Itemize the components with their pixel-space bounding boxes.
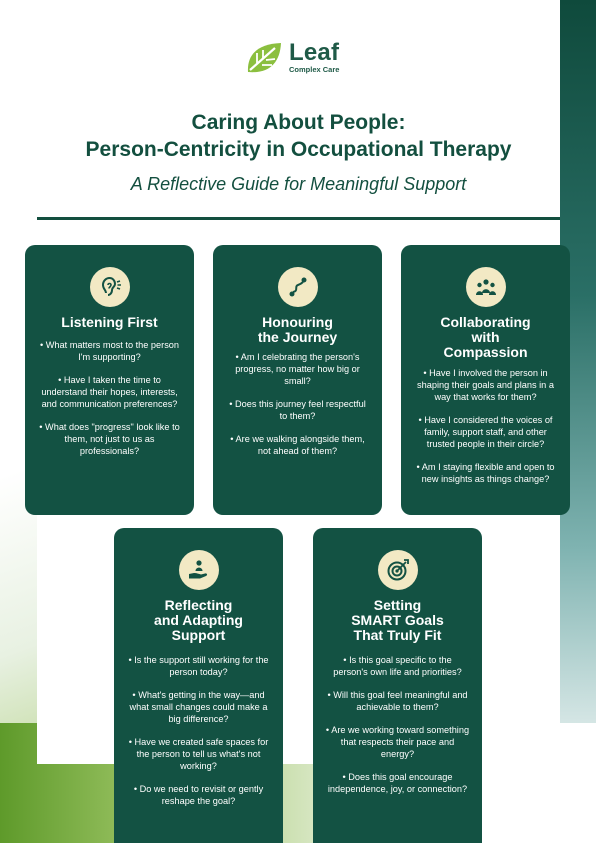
card-reflecting-and-adapting-support [114,528,283,843]
card-question-list [325,654,470,806]
list-item: • Am I celebrating the person's progress, no matter how big or small? [225,351,370,387]
card-title-line: Collaborating [440,314,531,330]
card-listening-first [25,245,194,515]
card-question-list [413,367,558,496]
card-title-line: with [471,329,500,345]
list-item: • Does this goal encourage independence, joy, or connection? [325,771,470,795]
card-title-line: Honouring [262,314,333,330]
leaf-logo-icon [245,41,283,75]
list-item: • What's getting in the way—and what small changes could make a big difference? [126,689,271,725]
card-title-line: the Journey [257,329,338,345]
card-title-line: Support [171,627,226,643]
list-item: • Does this journey feel respectful to them? [225,398,370,422]
card-question-list [37,339,182,468]
list-item: • Is this goal specific to the person's own life and priorities? [325,654,470,678]
list-item: • Do we need to revisit or gently reshape the goal? [126,783,271,807]
card-title-line: and Adapting [154,612,243,628]
card-title-line: Compassion [443,344,528,360]
card-title [401,315,570,360]
list-item: • What does "progress" look like to them, not just to us as professionals? [37,421,182,457]
card-title-line: That Truly Fit [353,627,442,643]
card-title-line: SMART Goals [351,612,444,628]
target-arrow-icon [378,550,418,590]
path-journey-icon [278,267,318,307]
list-item: • Are we working toward something that respects their pace and energy? [325,724,470,760]
list-item: • Will this goal feel meaningful and achievable to them? [325,689,470,713]
list-item: • What matters most to the person I'm supporting? [37,339,182,363]
page-subtitle: A Reflective Guide for Meaningful Support [130,174,467,194]
list-item: • Have we created safe spaces for the person to tell us what's not working? [126,736,271,772]
card-honouring-the-journey [213,245,382,515]
card-title-line: Setting [373,597,422,613]
card-title [213,315,382,345]
header-divider [37,217,560,220]
card-title [114,598,283,643]
listening-ear-icon [90,267,130,307]
card-title-line: Listening First [61,314,158,330]
list-item: • Have I involved the person in shaping their goals and plans in a way that works for them? [413,367,558,403]
brand-tagline: Complex Care [289,65,340,74]
people-group-icon [466,267,506,307]
brand-name: Leaf [289,39,340,66]
list-item: • Am I staying flexible and open to new insights as things change? [413,461,558,485]
page-title-line-2: Person-Centricity in Occupational Therapy [85,138,512,161]
card-question-list [225,351,370,468]
card-question-list [126,654,271,818]
card-collaborating-with-compassion [401,245,570,515]
card-title [313,598,482,643]
page-title [37,109,560,163]
brand-logo [245,40,339,76]
list-item: • Have I considered the voices of family, support staff, and other trusted people in their circle? [413,414,558,450]
list-item: • Are we walking alongside them, not ahead of them? [225,433,370,457]
list-item: • Have I taken the time to understand their hopes, interests, and communication preferences? [37,374,182,410]
card-title [25,315,194,330]
card-setting-smart-goals [313,528,482,843]
page-title-line-1: Caring About People: [191,111,406,134]
list-item: • Is the support still working for the person today? [126,654,271,678]
hand-person-icon [179,550,219,590]
card-title-line: Reflecting [164,597,233,613]
